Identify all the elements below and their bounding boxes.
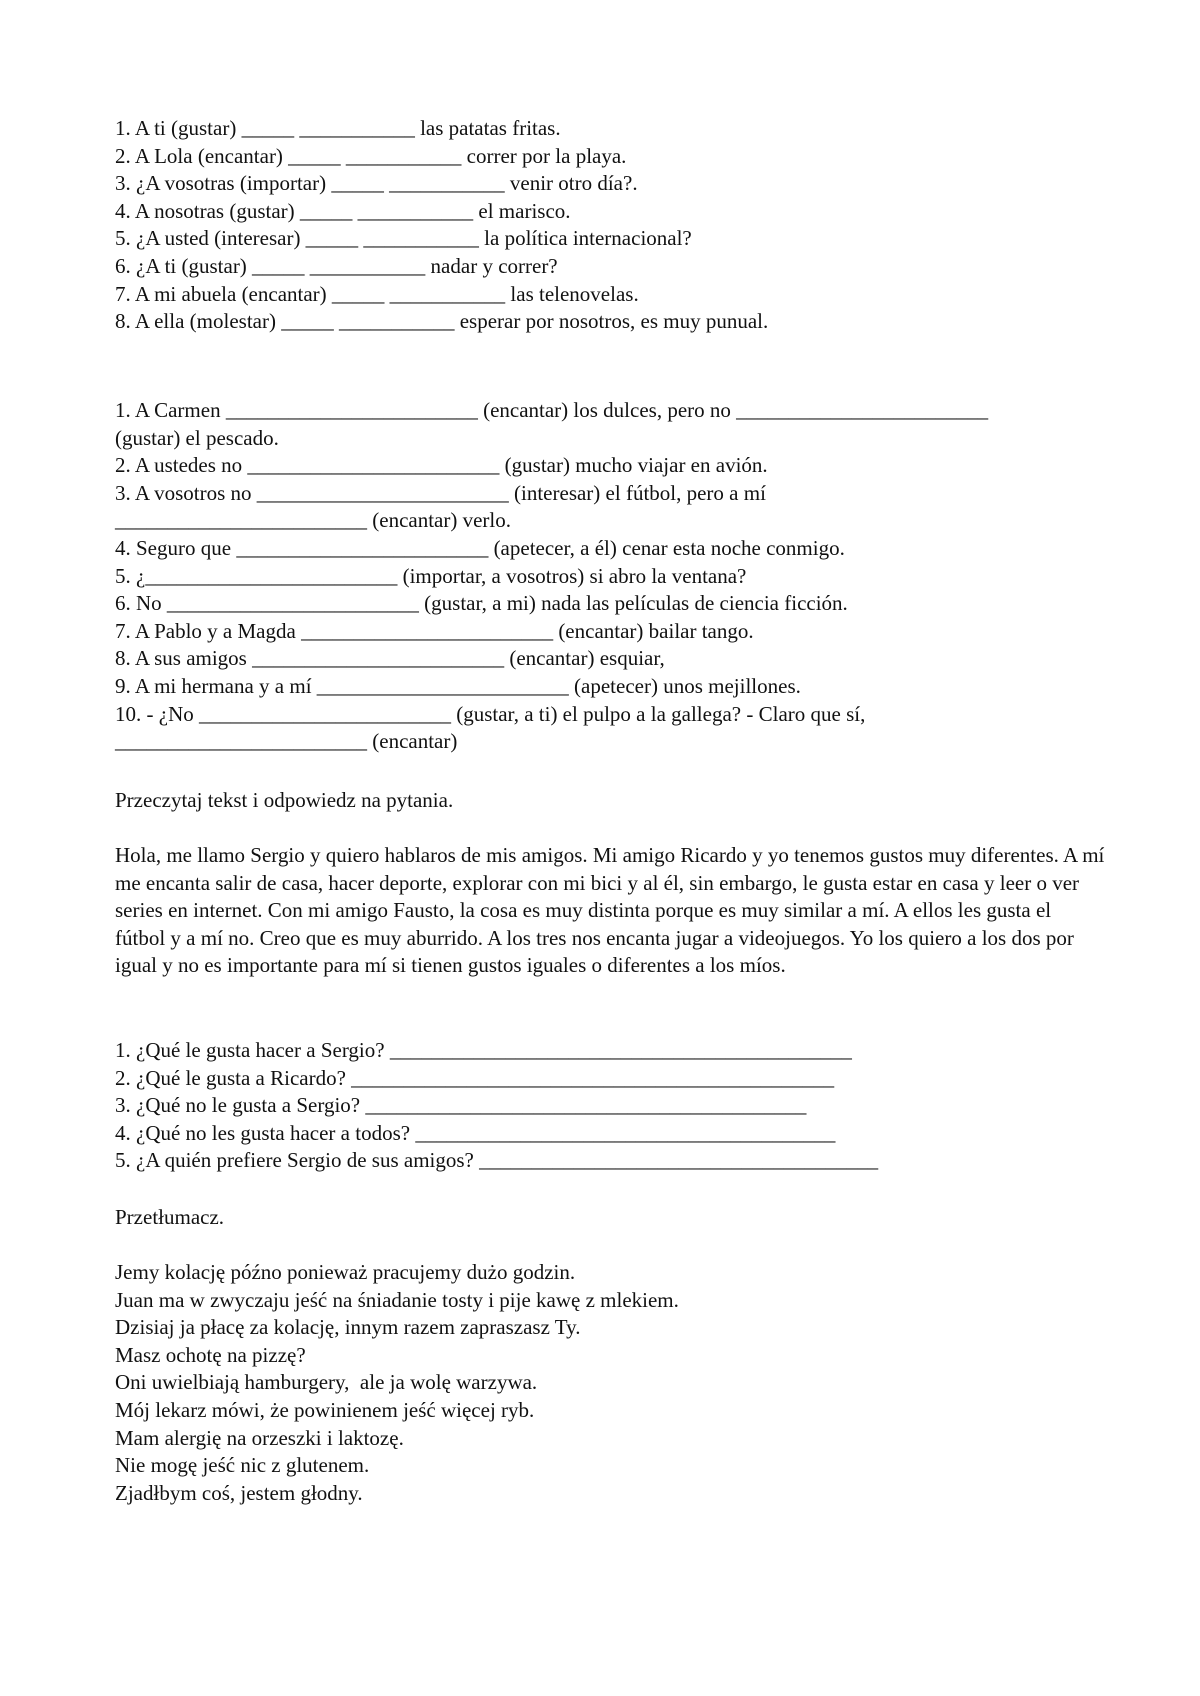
translation-line: Mam alergię na orzeszki i laktozę.: [115, 1425, 404, 1450]
translation-line: Masz ochotę na pizzę?: [115, 1342, 306, 1367]
translation-line: Jemy kolację późno ponieważ pracujemy dużo godzin.: [115, 1260, 576, 1284]
question-line: 3. ¿Qué no le gusta a Sergio? __________________________________________: [115, 1093, 807, 1118]
exercise-2-line: (gustar) el pescado.: [115, 425, 279, 450]
reading-instruction-block: [115, 787, 1105, 815]
exercise-1-line: 3. ¿A vosotras (importar) _____ ___________ venir otro día?.: [115, 171, 638, 196]
translation-line: Nie mogę jeść nic z glutenem.: [115, 1453, 370, 1478]
reading-passage: Hola, me llamo Sergio y quiero hablaros de mis amigos. Mi amigo Ricardo y yo tenemos gustos muy diferentes. A mí me encanta salir de casa, hacer deporte, explorar con mi bici y al él, sin embargo, le gusta estar en casa y leer o ver series en internet. Con mi amigo Fausto, la cosa es muy distinta porque es muy similar a mí. A ellos les gusta el fútbol y a mí no. Creo que es muy aburrido. A los tres nos encanta jugar a videojuegos. Yo los quiero a los dos por igual y no es importante para mí si tienen gustos iguales o diferentes a los míos.: [115, 843, 1110, 978]
question-line: 4. ¿Qué no les gusta hacer a todos? ________________________________________: [115, 1120, 836, 1145]
translation-line: Mój lekarz mówi, że powinienem jeść więcej ryb.: [115, 1397, 535, 1422]
translation-line: Juan ma w zwyczaju jeść na śniadanie tosty i pije kawę z mlekiem.: [115, 1287, 679, 1312]
exercise-2-line: 5. ¿________________________ (importar, a vosotros) si abro la ventana?: [115, 563, 747, 588]
exercise-2-line: 7. A Pablo y a Magda ________________________ (encantar) bailar tango.: [115, 618, 754, 643]
translation-title: Przetłumacz.: [115, 1205, 225, 1229]
exercise-2-line: 2. A ustedes no ________________________ (gustar) mucho viajar en avión.: [115, 453, 768, 478]
question-line: 1. ¿Qué le gusta hacer a Sergio? ____________________________________________: [115, 1038, 852, 1062]
exercise-2-line: 1. A Carmen ________________________ (encantar) los dulces, pero no ________________________: [115, 398, 989, 422]
exercise-1-line: 6. ¿A ti (gustar) _____ ___________ nadar y correr?: [115, 253, 558, 278]
exercise-2-line: 4. Seguro que ________________________ (apetecer, a él) cenar esta noche conmigo.: [115, 535, 845, 560]
exercise-2-line: 3. A vosotros no ________________________ (interesar) el fútbol, pero a mí: [115, 480, 766, 505]
translation-title-block: [115, 1204, 1105, 1232]
exercise-2-line: ________________________ (encantar): [115, 729, 458, 754]
exercise-1-line: 1. A ti (gustar) _____ ___________ las patatas fritas.: [115, 116, 561, 140]
exercise-2-line: 8. A sus amigos ________________________ (encantar) esquiar,: [115, 646, 665, 671]
exercise-1-line: 4. A nosotras (gustar) _____ ___________ el marisco.: [115, 198, 571, 223]
exercise-1-line: 8. A ella (molestar) _____ ___________ esperar por nosotros, es muy punual.: [115, 309, 769, 334]
translation-line: Zjadłbym coś, jestem głodny.: [115, 1480, 363, 1505]
question-line: 2. ¿Qué le gusta a Ricardo? ______________________________________________: [115, 1065, 835, 1090]
reading-instruction: Przeczytaj tekst i odpowiedz na pytania.: [115, 788, 454, 812]
exercise-2: [115, 397, 1105, 756]
exercise-1-line: 5. ¿A usted (interesar) _____ ___________ la política internacional?: [115, 226, 692, 251]
translation-sentences: [115, 1259, 1105, 1507]
question-line: 5. ¿A quién prefiere Sergio de sus amigos? ______________________________________: [115, 1148, 879, 1173]
reading-passage-block: [115, 842, 1110, 980]
exercise-1: [115, 115, 1105, 336]
exercise-1-line: 2. A Lola (encantar) _____ ___________ correr por la playa.: [115, 143, 627, 168]
exercise-2-line: 10. - ¿No ________________________ (gustar, a ti) el pulpo a la gallega? - Claro que sí,: [115, 701, 866, 726]
reading-questions: [115, 1037, 1105, 1175]
exercise-2-line: 9. A mi hermana y a mí ________________________ (apetecer) unos mejillones.: [115, 673, 801, 698]
translation-line: Dzisiaj ja płacę za kolację, innym razem zapraszasz Ty.: [115, 1315, 581, 1340]
exercise-1-line: 7. A mi abuela (encantar) _____ ___________ las telenovelas.: [115, 281, 639, 306]
exercise-2-line: ________________________ (encantar) verlo.: [115, 508, 511, 533]
translation-line: Oni uwielbiają hamburgery, ale ja wolę warzywa.: [115, 1370, 538, 1395]
exercise-2-line: 6. No ________________________ (gustar, a mi) nada las películas de ciencia ficción.: [115, 591, 848, 616]
